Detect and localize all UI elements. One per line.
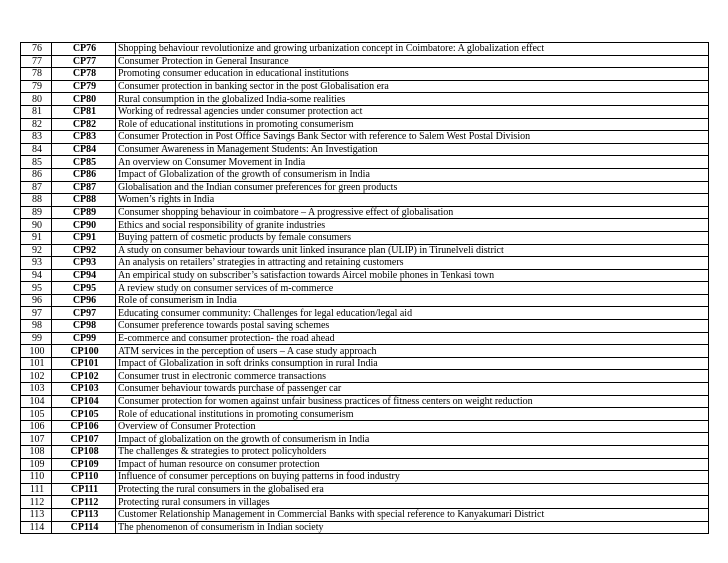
row-number-cell: 78 [21, 68, 52, 81]
paper-title-cell: ATM services in the perception of users – A case study approach [116, 345, 709, 358]
paper-code-cell: CP106 [52, 420, 116, 433]
paper-code-cell: CP83 [52, 131, 116, 144]
paper-code-cell: CP89 [52, 206, 116, 219]
paper-code-cell: CP109 [52, 458, 116, 471]
row-number-cell: 102 [21, 370, 52, 383]
row-number-cell: 104 [21, 395, 52, 408]
paper-title-cell: Consumer protection in banking sector in the post Globalisation era [116, 80, 709, 93]
row-number-cell: 110 [21, 471, 52, 484]
paper-code-cell: CP112 [52, 496, 116, 509]
table-row [21, 80, 709, 93]
table-row [21, 408, 709, 421]
table-row [21, 219, 709, 232]
paper-code-cell: CP108 [52, 446, 116, 459]
paper-code-cell: CP91 [52, 231, 116, 244]
row-number-cell: 80 [21, 93, 52, 106]
row-number-cell: 94 [21, 269, 52, 282]
row-number-cell: 91 [21, 231, 52, 244]
row-number-cell: 97 [21, 307, 52, 320]
row-number-cell: 93 [21, 257, 52, 270]
row-number-cell: 82 [21, 118, 52, 131]
row-number-cell: 79 [21, 80, 52, 93]
table-row [21, 345, 709, 358]
table-row [21, 118, 709, 131]
table-row [21, 55, 709, 68]
paper-code-cell: CP104 [52, 395, 116, 408]
row-number-cell: 108 [21, 446, 52, 459]
paper-code-cell: CP82 [52, 118, 116, 131]
row-number-cell: 90 [21, 219, 52, 232]
row-number-cell: 109 [21, 458, 52, 471]
paper-title-cell: Consumer Protection in General Insurance [116, 55, 709, 68]
paper-code-cell: CP98 [52, 320, 116, 333]
table-row [21, 131, 709, 144]
row-number-cell: 113 [21, 508, 52, 521]
paper-code-cell: CP105 [52, 408, 116, 421]
paper-title-cell: Impact of globalization on the growth of consumerism in India [116, 433, 709, 446]
row-number-cell: 92 [21, 244, 52, 257]
paper-title-cell: Customer Relationship Management in Commercial Banks with special reference to Kanyakumari District [116, 508, 709, 521]
paper-title-cell: Consumer protection for women against unfair business practices of fitness centers on weight reduction [116, 395, 709, 408]
table-row [21, 383, 709, 396]
paper-code-cell: CP103 [52, 383, 116, 396]
row-number-cell: 87 [21, 181, 52, 194]
row-number-cell: 89 [21, 206, 52, 219]
row-number-cell: 81 [21, 105, 52, 118]
paper-title-cell: A study on consumer behaviour towards unit linked insurance plan (ULIP) in Tirunelveli district [116, 244, 709, 257]
paper-title-cell: Buying pattern of cosmetic products by female consumers [116, 231, 709, 244]
paper-title-cell: Consumer behaviour towards purchase of passenger car [116, 383, 709, 396]
paper-title-cell: A review study on consumer services of m-commerce [116, 282, 709, 295]
row-number-cell: 77 [21, 55, 52, 68]
table-row [21, 433, 709, 446]
paper-code-cell: CP76 [52, 43, 116, 56]
paper-code-cell: CP99 [52, 332, 116, 345]
paper-index-table [20, 42, 709, 534]
paper-code-cell: CP78 [52, 68, 116, 81]
paper-code-cell: CP90 [52, 219, 116, 232]
table-row [21, 181, 709, 194]
paper-title-cell: Protecting the rural consumers in the globalised era [116, 483, 709, 496]
paper-title-cell: An empirical study on subscriber’s satisfaction towards Aircel mobile phones in Tenkasi town [116, 269, 709, 282]
table-row [21, 156, 709, 169]
paper-code-cell: CP88 [52, 194, 116, 207]
row-number-cell: 83 [21, 131, 52, 144]
paper-title-cell: Overview of Consumer Protection [116, 420, 709, 433]
paper-code-cell: CP80 [52, 93, 116, 106]
paper-code-cell: CP113 [52, 508, 116, 521]
table-row [21, 269, 709, 282]
table-row [21, 282, 709, 295]
paper-title-cell: Rural consumption in the globalized India-some realities [116, 93, 709, 106]
table-row [21, 257, 709, 270]
paper-title-cell: Role of consumerism in India [116, 294, 709, 307]
table-row [21, 231, 709, 244]
row-number-cell: 103 [21, 383, 52, 396]
table-row [21, 244, 709, 257]
paper-code-cell: CP111 [52, 483, 116, 496]
table-row [21, 370, 709, 383]
table-row [21, 458, 709, 471]
paper-title-cell: Shopping behaviour revolutionize and growing urbanization concept in Coimbatore: A globalization effect [116, 43, 709, 56]
row-number-cell: 101 [21, 357, 52, 370]
paper-code-cell: CP93 [52, 257, 116, 270]
paper-code-cell: CP92 [52, 244, 116, 257]
paper-title-cell: Globalisation and the Indian consumer preferences for green products [116, 181, 709, 194]
paper-title-cell: Impact of Globalization of the growth of consumerism in India [116, 168, 709, 181]
paper-code-cell: CP85 [52, 156, 116, 169]
table-row [21, 395, 709, 408]
table-row [21, 332, 709, 345]
table-row [21, 496, 709, 509]
table-row [21, 307, 709, 320]
table-row [21, 420, 709, 433]
paper-title-cell: Ethics and social responsibility of granite industries [116, 219, 709, 232]
paper-code-cell: CP95 [52, 282, 116, 295]
paper-title-cell: Protecting rural consumers in villages [116, 496, 709, 509]
paper-code-cell: CP101 [52, 357, 116, 370]
paper-code-cell: CP79 [52, 80, 116, 93]
paper-code-cell: CP110 [52, 471, 116, 484]
paper-code-cell: CP77 [52, 55, 116, 68]
table-row [21, 93, 709, 106]
row-number-cell: 105 [21, 408, 52, 421]
table-row [21, 68, 709, 81]
paper-code-cell: CP107 [52, 433, 116, 446]
paper-title-cell: An analysis on retailers’ strategies in attracting and retaining customers [116, 257, 709, 270]
table-row [21, 508, 709, 521]
paper-title-cell: Role of educational institutions in promoting consumerism [116, 118, 709, 131]
row-number-cell: 85 [21, 156, 52, 169]
table-row [21, 206, 709, 219]
table-row [21, 294, 709, 307]
table-row [21, 105, 709, 118]
paper-code-cell: CP102 [52, 370, 116, 383]
row-number-cell: 100 [21, 345, 52, 358]
paper-title-cell: Consumer preference towards postal saving schemes [116, 320, 709, 333]
paper-title-cell: Women’s rights in India [116, 194, 709, 207]
paper-code-cell: CP96 [52, 294, 116, 307]
paper-title-cell: Educating consumer community: Challenges for legal education/legal aid [116, 307, 709, 320]
row-number-cell: 95 [21, 282, 52, 295]
paper-code-cell: CP81 [52, 105, 116, 118]
row-number-cell: 99 [21, 332, 52, 345]
paper-title-cell: An overview on Consumer Movement in India [116, 156, 709, 169]
row-number-cell: 107 [21, 433, 52, 446]
paper-code-cell: CP114 [52, 521, 116, 534]
row-number-cell: 84 [21, 143, 52, 156]
paper-code-cell: CP87 [52, 181, 116, 194]
table-row [21, 471, 709, 484]
paper-title-cell: Role of educational institutions in promoting consumerism [116, 408, 709, 421]
paper-title-cell: E-commerce and consumer protection- the road ahead [116, 332, 709, 345]
paper-title-cell: Consumer Protection in Post Office Savings Bank Sector with reference to Salem West Postal Division [116, 131, 709, 144]
row-number-cell: 106 [21, 420, 52, 433]
row-number-cell: 114 [21, 521, 52, 534]
row-number-cell: 88 [21, 194, 52, 207]
paper-title-cell: The challenges & strategies to protect policyholders [116, 446, 709, 459]
row-number-cell: 86 [21, 168, 52, 181]
paper-title-cell: Impact of human resource on consumer protection [116, 458, 709, 471]
row-number-cell: 76 [21, 43, 52, 56]
row-number-cell: 111 [21, 483, 52, 496]
table-row [21, 43, 709, 56]
paper-title-cell: Consumer trust in electronic commerce transactions [116, 370, 709, 383]
index-table-body [21, 43, 709, 534]
table-row [21, 521, 709, 534]
row-number-cell: 96 [21, 294, 52, 307]
paper-code-cell: CP100 [52, 345, 116, 358]
row-number-cell: 98 [21, 320, 52, 333]
paper-title-cell: The phenomenon of consumerism in Indian society [116, 521, 709, 534]
paper-code-cell: CP97 [52, 307, 116, 320]
table-row [21, 483, 709, 496]
table-row [21, 168, 709, 181]
table-row [21, 357, 709, 370]
paper-title-cell: Impact of Globalization in soft drinks consumption in rural India [116, 357, 709, 370]
paper-title-cell: Promoting consumer education in educational institutions [116, 68, 709, 81]
paper-code-cell: CP94 [52, 269, 116, 282]
table-row [21, 446, 709, 459]
paper-title-cell: Influence of consumer perceptions on buying patterns in food industry [116, 471, 709, 484]
row-number-cell: 112 [21, 496, 52, 509]
table-row [21, 320, 709, 333]
paper-code-cell: CP86 [52, 168, 116, 181]
paper-title-cell: Consumer Awareness in Management Students: An Investigation [116, 143, 709, 156]
paper-code-cell: CP84 [52, 143, 116, 156]
table-row [21, 143, 709, 156]
table-row [21, 194, 709, 207]
paper-title-cell: Working of redressal agencies under consumer protection act [116, 105, 709, 118]
paper-title-cell: Consumer shopping behaviour in coimbatore – A progressive effect of globalisation [116, 206, 709, 219]
